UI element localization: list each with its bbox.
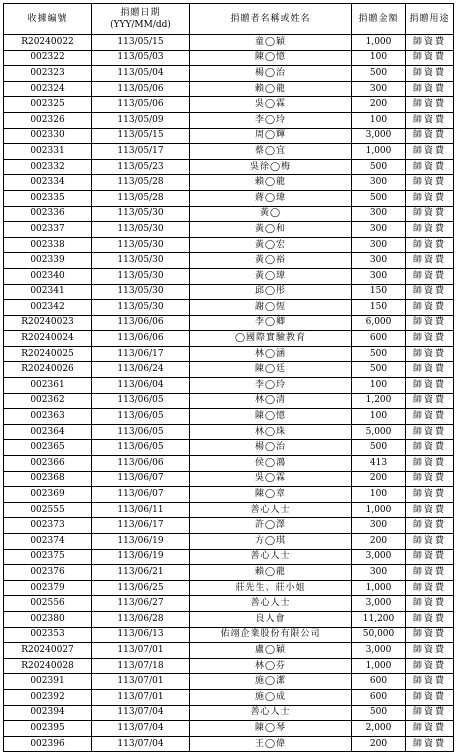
amount-cell: 500 (352, 159, 406, 175)
donation-date-cell: 113/05/30 (92, 222, 190, 238)
donor-name-cell: 良人會 (190, 611, 352, 627)
header-date-format: (YYY/MM/dd) (110, 20, 171, 30)
purpose-cell: 師資費 (406, 471, 454, 487)
amount-cell: 6,000 (352, 315, 406, 331)
receipt-no-cell: 002323 (4, 66, 92, 82)
receipt-no-cell: R20240024 (4, 331, 92, 347)
donation-date-cell: 113/05/09 (92, 112, 190, 128)
donation-date-cell: 113/06/06 (92, 331, 190, 347)
table-row (4, 518, 454, 534)
amount-cell: 1,000 (352, 144, 406, 160)
purpose-cell: 師資費 (406, 736, 454, 752)
table-row (4, 409, 454, 425)
amount-cell: 3,000 (352, 128, 406, 144)
header-date-title: 捐贈日期 (120, 8, 161, 18)
amount-cell: 300 (352, 206, 406, 222)
donation-record-sheet (3, 3, 453, 752)
table-row (4, 378, 454, 394)
receipt-no-cell: 002396 (4, 736, 92, 752)
receipt-no-cell: 002334 (4, 175, 92, 191)
table-header (4, 4, 454, 35)
table-row (4, 705, 454, 721)
amount-cell: 2,000 (352, 721, 406, 737)
header-amount: 捐贈金額 (352, 4, 406, 35)
purpose-cell: 師資費 (406, 487, 454, 503)
donation-date-cell: 113/05/17 (92, 144, 190, 160)
table-row (4, 159, 454, 175)
receipt-no-cell: 002373 (4, 518, 92, 534)
purpose-cell: 師資費 (406, 81, 454, 97)
purpose-cell: 師資費 (406, 689, 454, 705)
purpose-cell: 師資費 (406, 128, 454, 144)
purpose-cell: 師資費 (406, 721, 454, 737)
amount-cell: 500 (352, 705, 406, 721)
donor-name-cell: 李◯玲 (190, 112, 352, 128)
receipt-no-cell: 002353 (4, 627, 92, 643)
receipt-no-cell: 002380 (4, 611, 92, 627)
table-row (4, 549, 454, 565)
header-donation-date (92, 4, 190, 35)
purpose-cell: 師資費 (406, 35, 454, 51)
donation-date-cell: 113/07/18 (92, 658, 190, 674)
amount-cell: 300 (352, 175, 406, 191)
receipt-no-cell: 002336 (4, 206, 92, 222)
table-row (4, 689, 454, 705)
donor-name-cell: 陳◯章 (190, 487, 352, 503)
purpose-cell: 師資費 (406, 565, 454, 581)
receipt-no-cell: 002335 (4, 190, 92, 206)
header-receipt-no: 收據編號 (4, 4, 92, 35)
table-row (4, 81, 454, 97)
table-row (4, 674, 454, 690)
table-row (4, 658, 454, 674)
receipt-no-cell: 002369 (4, 487, 92, 503)
donation-date-cell: 113/07/04 (92, 736, 190, 752)
donor-name-cell: 林◯清 (190, 393, 352, 409)
donor-name-cell: 黃◯裕 (190, 253, 352, 269)
table-row (4, 50, 454, 66)
donation-date-cell: 113/07/04 (92, 721, 190, 737)
donor-name-cell: 許◯澤 (190, 518, 352, 534)
receipt-no-cell: 002391 (4, 674, 92, 690)
table-row (4, 565, 454, 581)
amount-cell: 50,000 (352, 627, 406, 643)
table-row (4, 97, 454, 113)
donor-name-cell: 黃◯宏 (190, 237, 352, 253)
table-row (4, 611, 454, 627)
donation-date-cell: 113/05/28 (92, 190, 190, 206)
amount-cell: 100 (352, 409, 406, 425)
amount-cell: 300 (352, 222, 406, 238)
table-row (4, 253, 454, 269)
donation-date-cell: 113/05/28 (92, 175, 190, 191)
receipt-no-cell: R20240022 (4, 35, 92, 51)
receipt-no-cell: 002379 (4, 580, 92, 596)
purpose-cell: 師資費 (406, 175, 454, 191)
amount-cell: 150 (352, 284, 406, 300)
donation-date-cell: 113/06/06 (92, 315, 190, 331)
amount-cell: 600 (352, 689, 406, 705)
receipt-no-cell: 002324 (4, 81, 92, 97)
donor-name-cell: 黃◯ (190, 206, 352, 222)
donation-date-cell: 113/06/05 (92, 424, 190, 440)
table-row (4, 534, 454, 550)
purpose-cell: 師資費 (406, 144, 454, 160)
donor-name-cell: 吳徐◯梅 (190, 159, 352, 175)
amount-cell: 3,000 (352, 596, 406, 612)
amount-cell: 500 (352, 190, 406, 206)
donor-name-cell: 謝◯恆 (190, 300, 352, 316)
donor-name-cell: 黃◯瑋 (190, 268, 352, 284)
donor-name-cell: 施◯成 (190, 689, 352, 705)
donation-date-cell: 113/06/05 (92, 409, 190, 425)
table-row (4, 346, 454, 362)
donor-name-cell: 賴◯龍 (190, 565, 352, 581)
donor-name-cell: 楊◯治 (190, 66, 352, 82)
table-row (4, 580, 454, 596)
donor-name-cell: 童◯穎 (190, 35, 352, 51)
purpose-cell: 師資費 (406, 66, 454, 82)
amount-cell: 150 (352, 300, 406, 316)
receipt-no-cell: 002365 (4, 440, 92, 456)
table-row (4, 471, 454, 487)
receipt-no-cell: R20240026 (4, 362, 92, 378)
donation-date-cell: 113/05/15 (92, 128, 190, 144)
table-row (4, 627, 454, 643)
donor-name-cell: 黃◯和 (190, 222, 352, 238)
donation-date-cell: 113/05/30 (92, 300, 190, 316)
receipt-no-cell: 002361 (4, 378, 92, 394)
purpose-cell: 師資費 (406, 502, 454, 518)
purpose-cell: 師資費 (406, 424, 454, 440)
table-row (4, 175, 454, 191)
purpose-cell: 師資費 (406, 440, 454, 456)
donor-name-cell: 佑翊企業股份有限公司 (190, 627, 352, 643)
purpose-cell: 師資費 (406, 268, 454, 284)
donor-name-cell: 陳◯憶 (190, 50, 352, 66)
donation-date-cell: 113/05/03 (92, 50, 190, 66)
receipt-no-cell: 002340 (4, 268, 92, 284)
purpose-cell: 師資費 (406, 596, 454, 612)
amount-cell: 3,000 (352, 643, 406, 659)
purpose-cell: 師資費 (406, 315, 454, 331)
receipt-no-cell: 002331 (4, 144, 92, 160)
receipt-no-cell: 002394 (4, 705, 92, 721)
donor-name-cell: 邱◯彤 (190, 284, 352, 300)
receipt-no-cell: R20240027 (4, 643, 92, 659)
table-row (4, 268, 454, 284)
purpose-cell: 師資費 (406, 206, 454, 222)
table-row (4, 424, 454, 440)
donation-date-cell: 113/06/04 (92, 378, 190, 394)
table-row (4, 190, 454, 206)
amount-cell: 300 (352, 268, 406, 284)
amount-cell: 500 (352, 362, 406, 378)
donation-date-cell: 113/05/30 (92, 237, 190, 253)
donation-date-cell: 113/06/28 (92, 611, 190, 627)
purpose-cell: 師資費 (406, 190, 454, 206)
amount-cell: 500 (352, 66, 406, 82)
table-row (4, 456, 454, 472)
donation-date-cell: 113/05/06 (92, 97, 190, 113)
donation-date-cell: 113/05/23 (92, 159, 190, 175)
donation-date-cell: 113/05/15 (92, 35, 190, 51)
amount-cell: 3,000 (352, 549, 406, 565)
purpose-cell: 師資費 (406, 378, 454, 394)
donor-name-cell: 林◯珠 (190, 424, 352, 440)
table-row (4, 736, 454, 752)
amount-cell: 100 (352, 50, 406, 66)
table-row (4, 502, 454, 518)
donor-name-cell: 陳◯憶 (190, 409, 352, 425)
purpose-cell: 師資費 (406, 346, 454, 362)
table-body (4, 35, 454, 752)
purpose-cell: 師資費 (406, 705, 454, 721)
donation-date-cell: 113/06/17 (92, 518, 190, 534)
purpose-cell: 師資費 (406, 362, 454, 378)
receipt-no-cell: 002376 (4, 565, 92, 581)
donor-name-cell: 李◯卿 (190, 315, 352, 331)
donor-name-cell: 方◯琪 (190, 534, 352, 550)
table-row (4, 393, 454, 409)
donation-date-cell: 113/06/07 (92, 471, 190, 487)
donor-name-cell: 李◯玲 (190, 378, 352, 394)
table-row (4, 331, 454, 347)
receipt-no-cell: R20240025 (4, 346, 92, 362)
table-row (4, 362, 454, 378)
amount-cell: 413 (352, 456, 406, 472)
table-row (4, 596, 454, 612)
donor-name-cell: 陳◯廷 (190, 362, 352, 378)
donor-name-cell: 善心人士 (190, 596, 352, 612)
table-row (4, 300, 454, 316)
amount-cell: 1,000 (352, 580, 406, 596)
donor-name-cell: 周◯輝 (190, 128, 352, 144)
amount-cell: 600 (352, 674, 406, 690)
receipt-no-cell: 002366 (4, 456, 92, 472)
table-row (4, 315, 454, 331)
donor-name-cell: 善心人士 (190, 549, 352, 565)
receipt-no-cell: 002364 (4, 424, 92, 440)
donation-date-cell: 113/07/01 (92, 674, 190, 690)
donor-name-cell: 吳◯霖 (190, 97, 352, 113)
purpose-cell: 師資費 (406, 284, 454, 300)
receipt-no-cell: 002555 (4, 502, 92, 518)
table-row (4, 237, 454, 253)
table-row (4, 284, 454, 300)
table-row (4, 66, 454, 82)
receipt-no-cell: 002375 (4, 549, 92, 565)
donor-name-cell: 莊先生、莊小姐 (190, 580, 352, 596)
receipt-no-cell: 002325 (4, 97, 92, 113)
purpose-cell: 師資費 (406, 580, 454, 596)
receipt-no-cell: 002339 (4, 253, 92, 269)
donor-name-cell: 侯◯鴻 (190, 456, 352, 472)
donor-name-cell: 善心人士 (190, 705, 352, 721)
receipt-no-cell: 002362 (4, 393, 92, 409)
receipt-no-cell: 002363 (4, 409, 92, 425)
receipt-no-cell: 002330 (4, 128, 92, 144)
donor-name-cell: 盧◯穎 (190, 643, 352, 659)
donation-date-cell: 113/06/24 (92, 362, 190, 378)
amount-cell: 300 (352, 81, 406, 97)
donation-date-cell: 113/07/01 (92, 643, 190, 659)
purpose-cell: 師資費 (406, 534, 454, 550)
amount-cell: 600 (352, 331, 406, 347)
purpose-cell: 師資費 (406, 674, 454, 690)
header-row (4, 4, 454, 35)
amount-cell: 11,200 (352, 611, 406, 627)
donor-name-cell: 王◯偉 (190, 736, 352, 752)
purpose-cell: 師資費 (406, 237, 454, 253)
purpose-cell: 師資費 (406, 112, 454, 128)
donor-name-cell: 林◯芬 (190, 658, 352, 674)
purpose-cell: 師資費 (406, 300, 454, 316)
donor-name-cell: 蔣◯瑋 (190, 190, 352, 206)
amount-cell: 200 (352, 736, 406, 752)
amount-cell: 200 (352, 471, 406, 487)
receipt-no-cell: 002368 (4, 471, 92, 487)
amount-cell: 5,000 (352, 424, 406, 440)
donor-name-cell: ◯國際實驗教育 (190, 331, 352, 347)
donation-date-cell: 113/05/30 (92, 268, 190, 284)
table-row (4, 144, 454, 160)
amount-cell: 1,000 (352, 502, 406, 518)
amount-cell: 500 (352, 346, 406, 362)
amount-cell: 200 (352, 534, 406, 550)
amount-cell: 100 (352, 112, 406, 128)
purpose-cell: 師資費 (406, 97, 454, 113)
table-row (4, 721, 454, 737)
donation-date-cell: 113/06/13 (92, 627, 190, 643)
donation-date-cell: 113/05/30 (92, 253, 190, 269)
donation-date-cell: 113/05/30 (92, 284, 190, 300)
donation-date-cell: 113/05/30 (92, 206, 190, 222)
amount-cell: 500 (352, 440, 406, 456)
amount-cell: 100 (352, 378, 406, 394)
amount-cell: 300 (352, 237, 406, 253)
table-row (4, 112, 454, 128)
header-donor-name: 捐贈者名稱或姓名 (190, 4, 352, 35)
donation-date-cell: 113/06/21 (92, 565, 190, 581)
table-row (4, 487, 454, 503)
receipt-no-cell: 002326 (4, 112, 92, 128)
receipt-no-cell: 002337 (4, 222, 92, 238)
table-row (4, 206, 454, 222)
header-purpose: 捐贈用途 (406, 4, 454, 35)
donor-name-cell: 善心人士 (190, 502, 352, 518)
donation-date-cell: 113/06/19 (92, 549, 190, 565)
amount-cell: 100 (352, 487, 406, 503)
amount-cell: 1,000 (352, 658, 406, 674)
receipt-no-cell: R20240028 (4, 658, 92, 674)
donation-date-cell: 113/06/05 (92, 440, 190, 456)
purpose-cell: 師資費 (406, 643, 454, 659)
purpose-cell: 師資費 (406, 331, 454, 347)
receipt-no-cell: 002341 (4, 284, 92, 300)
donor-name-cell: 陳◯琴 (190, 721, 352, 737)
receipt-no-cell: 002332 (4, 159, 92, 175)
donation-date-cell: 113/06/06 (92, 456, 190, 472)
receipt-no-cell: 002342 (4, 300, 92, 316)
purpose-cell: 師資費 (406, 409, 454, 425)
receipt-no-cell: 002556 (4, 596, 92, 612)
amount-cell: 300 (352, 565, 406, 581)
amount-cell: 300 (352, 253, 406, 269)
table-row (4, 222, 454, 238)
donor-name-cell: 吳◯霖 (190, 471, 352, 487)
donor-name-cell: 賴◯龍 (190, 81, 352, 97)
donation-table (3, 3, 454, 752)
donation-date-cell: 113/05/06 (92, 81, 190, 97)
purpose-cell: 師資費 (406, 627, 454, 643)
amount-cell: 200 (352, 97, 406, 113)
donation-date-cell: 113/06/11 (92, 502, 190, 518)
donation-date-cell: 113/07/01 (92, 689, 190, 705)
donation-date-cell: 113/06/17 (92, 346, 190, 362)
table-row (4, 128, 454, 144)
donor-name-cell: 施◯潔 (190, 674, 352, 690)
donation-date-cell: 113/06/19 (92, 534, 190, 550)
donation-date-cell: 113/06/25 (92, 580, 190, 596)
purpose-cell: 師資費 (406, 50, 454, 66)
amount-cell: 300 (352, 518, 406, 534)
purpose-cell: 師資費 (406, 159, 454, 175)
purpose-cell: 師資費 (406, 611, 454, 627)
purpose-cell: 師資費 (406, 456, 454, 472)
purpose-cell: 師資費 (406, 393, 454, 409)
receipt-no-cell: 002392 (4, 689, 92, 705)
donor-name-cell: 賴◯龍 (190, 175, 352, 191)
donor-name-cell: 蔡◯宜 (190, 144, 352, 160)
purpose-cell: 師資費 (406, 549, 454, 565)
receipt-no-cell: R20240023 (4, 315, 92, 331)
donation-date-cell: 113/07/04 (92, 705, 190, 721)
receipt-no-cell: 002374 (4, 534, 92, 550)
donation-date-cell: 113/06/05 (92, 393, 190, 409)
amount-cell: 1,000 (352, 35, 406, 51)
amount-cell: 1,200 (352, 393, 406, 409)
receipt-no-cell: 002338 (4, 237, 92, 253)
table-row (4, 440, 454, 456)
donor-name-cell: 楊◯治 (190, 440, 352, 456)
purpose-cell: 師資費 (406, 222, 454, 238)
purpose-cell: 師資費 (406, 658, 454, 674)
receipt-no-cell: 002322 (4, 50, 92, 66)
purpose-cell: 師資費 (406, 518, 454, 534)
donation-date-cell: 113/05/04 (92, 66, 190, 82)
purpose-cell: 師資費 (406, 253, 454, 269)
donor-name-cell: 林◯涵 (190, 346, 352, 362)
donation-date-cell: 113/06/27 (92, 596, 190, 612)
table-row (4, 35, 454, 51)
donation-date-cell: 113/06/07 (92, 487, 190, 503)
receipt-no-cell: 002395 (4, 721, 92, 737)
table-row (4, 643, 454, 659)
